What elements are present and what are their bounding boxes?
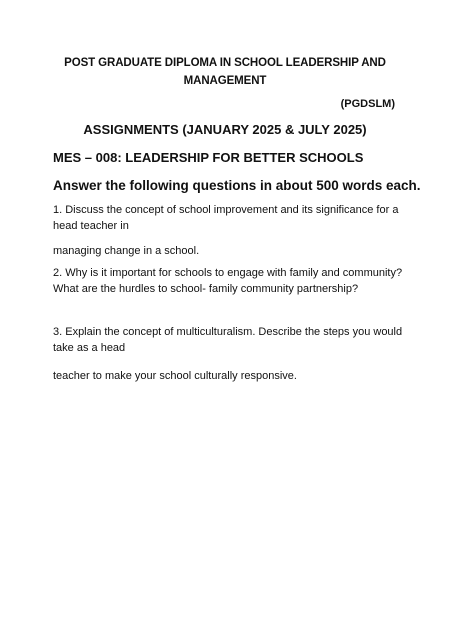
question-1-line-2: managing change in a school. bbox=[53, 245, 200, 257]
course-heading: MES – 008: LEADERSHIP FOR BETTER SCHOOLS bbox=[53, 150, 364, 165]
question-2: 2. Why is it important for schools to engage with family and community? What are the hurdles to school- family community partnership? bbox=[53, 267, 403, 295]
question-1-line-1: 1. Discuss the concept of school improvement and its significance for a head teacher in bbox=[53, 204, 399, 232]
document-title: POST GRADUATE DIPLOMA IN SCHOOL LEADERSHIP AND MANAGEMENT bbox=[64, 57, 386, 87]
question-3-line-1: 3. Explain the concept of multiculturalism. Describe the steps you would take as a head bbox=[53, 326, 403, 354]
programme-code: (PGDSLM) bbox=[340, 98, 395, 110]
assignments-heading: ASSIGNMENTS (JANUARY 2025 & JULY 2025) bbox=[83, 122, 367, 137]
question-3-line-2: teacher to make your school culturally responsive. bbox=[53, 370, 297, 382]
instruction: Answer the following questions in about 500 words each. bbox=[53, 178, 421, 193]
